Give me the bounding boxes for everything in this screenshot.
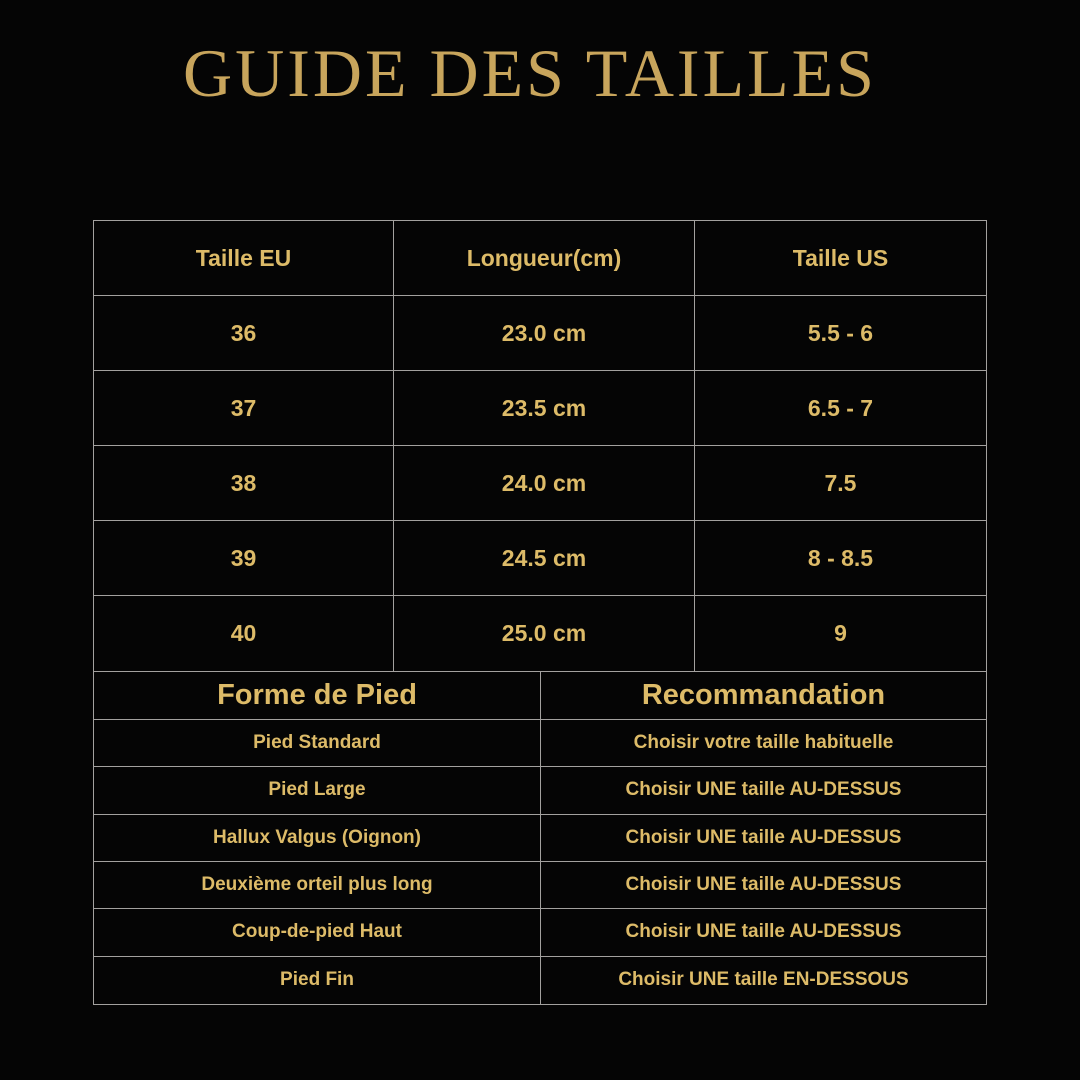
rec-table-header-recommendation: Recommandation [541,672,986,720]
table-cell: Choisir UNE taille AU-DESSUS [541,767,986,814]
table-cell: 23.5 cm [394,371,695,446]
table-cell: 39 [94,521,394,596]
table-cell: Pied Standard [94,720,541,767]
table-cell: 5.5 - 6 [695,296,986,371]
table-cell: 7.5 [695,446,986,521]
table-cell: Coup-de-pied Haut [94,909,541,956]
rec-table-header-foot-shape: Forme de Pied [94,672,541,720]
table-cell: Pied Fin [94,957,541,1004]
table-cell: 23.0 cm [394,296,695,371]
table-cell: 40 [94,596,394,671]
table-cell: 36 [94,296,394,371]
table-cell: Choisir UNE taille EN-DESSOUS [618,969,909,991]
size-conversion-table [93,220,987,672]
table-cell: Choisir UNE taille AU-DESSUS [541,815,986,862]
table-cell: Choisir UNE taille AU-DESSUS [541,909,986,956]
table-cell: Pied Large [94,767,541,814]
table-cell: Choisir UNE taille AU-DESSUS [541,862,986,909]
page-title: GUIDE DES TAILLES [182,35,877,111]
size-table-header-eu: Taille EU [94,221,394,296]
table-cell: 6.5 - 7 [695,371,986,446]
table-cell: 25.0 cm [394,596,695,671]
table-cell: 37 [94,371,394,446]
table-cell: 9 [834,620,847,646]
size-table-header-us: Taille US [695,221,986,296]
size-table-header-length: Longueur(cm) [394,221,695,296]
recommendation-table [93,671,987,1005]
table-cell: 24.5 cm [394,521,695,596]
table-cell: 8 - 8.5 [695,521,986,596]
table-cell: Hallux Valgus (Oignon) [94,815,541,862]
table-cell: Deuxième orteil plus long [94,862,541,909]
table-cell: 38 [94,446,394,521]
table-cell: 24.0 cm [394,446,695,521]
table-cell: Choisir votre taille habituelle [541,720,986,767]
